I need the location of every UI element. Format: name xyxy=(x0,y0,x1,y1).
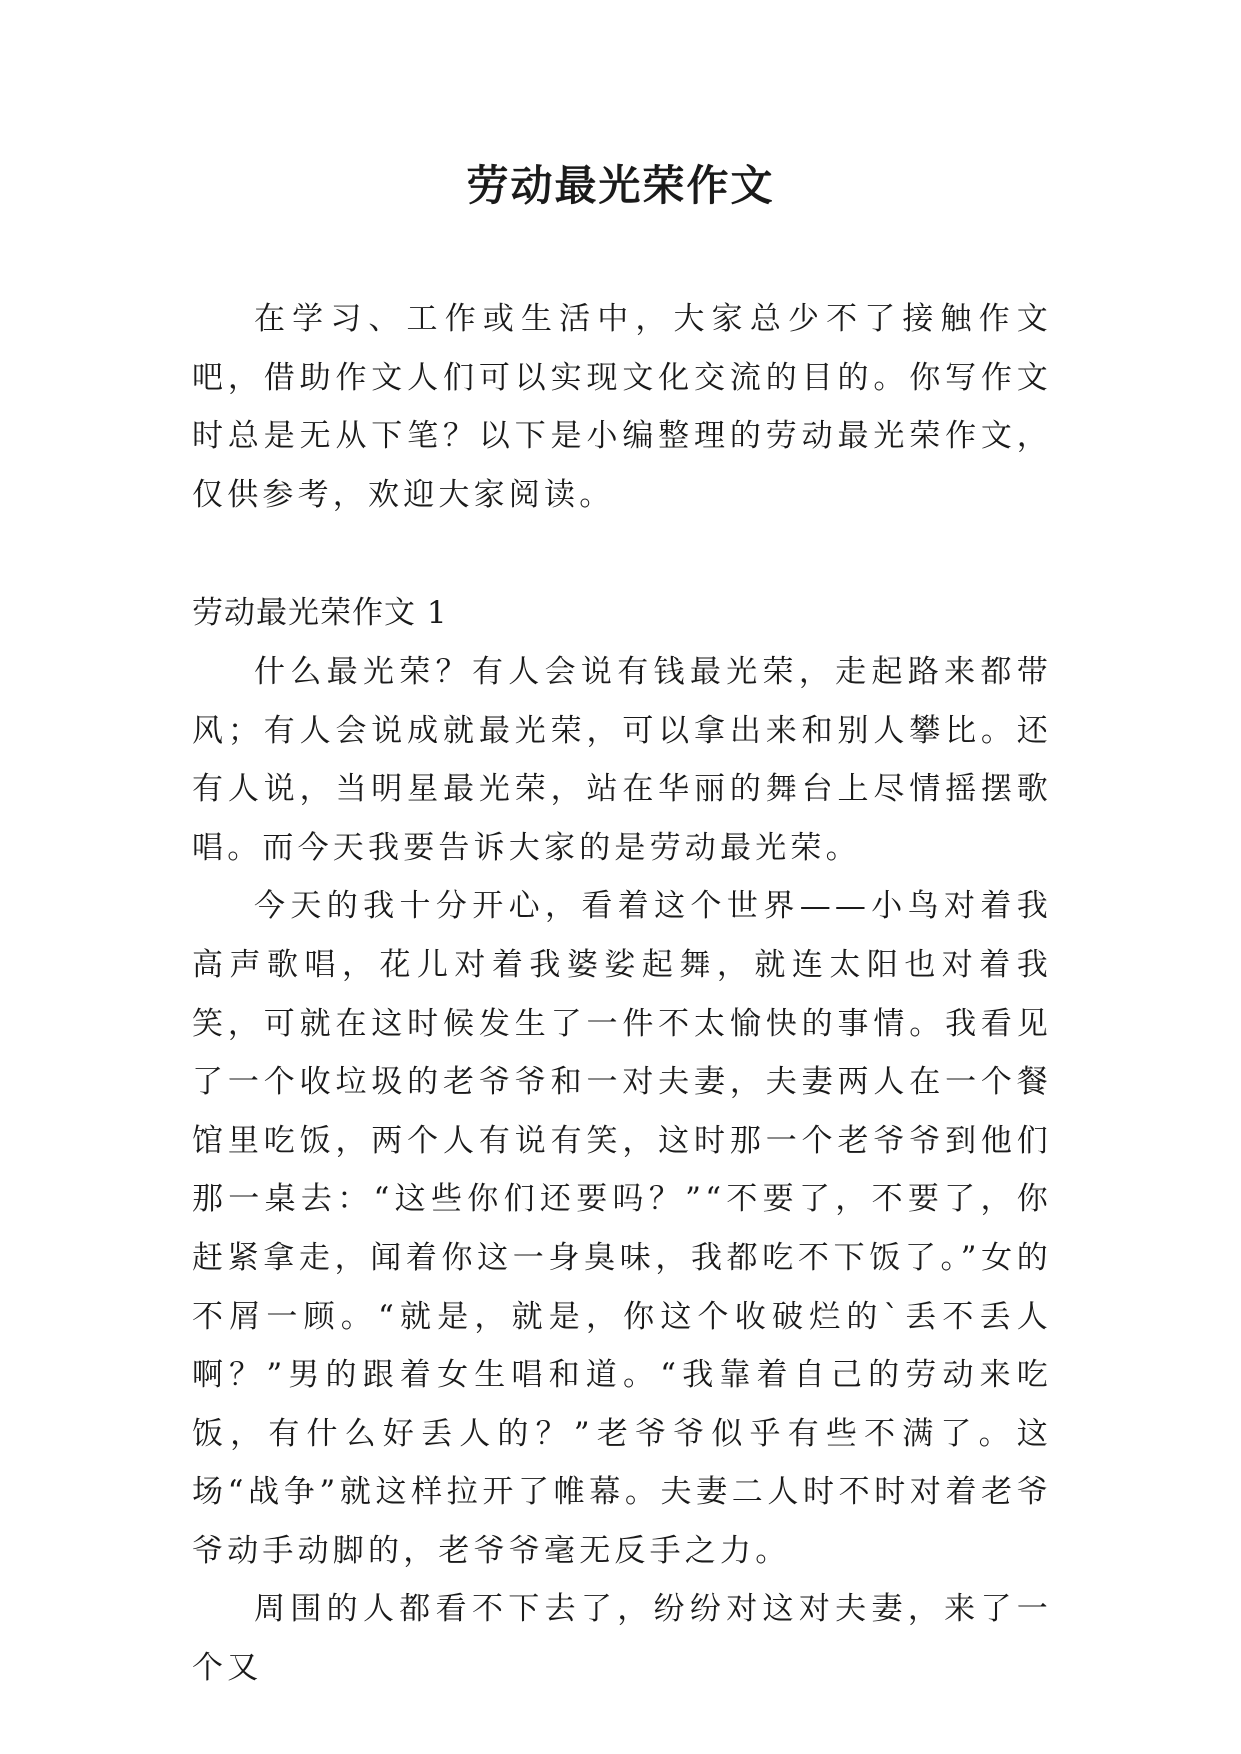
body-paragraph-3: 周围的人都看不下去了，纷纷对这对夫妻，来了一个又 xyxy=(192,1591,1052,1687)
spacer xyxy=(192,524,1052,584)
document-title: 劳动最光荣作文 xyxy=(466,161,775,210)
document-body xyxy=(192,290,1052,1698)
body-paragraph-1: 什么最光荣？有人会说有钱最光荣，走起路来都带风；有人会说成就最光荣，可以拿出来和别人攀比。还有人说，当明星最光荣，站在华丽的舞台上尽情摇摆歌唱。而今天我要告诉大家的是劳动最光荣。 xyxy=(192,653,1052,866)
body-paragraph-2: 今天的我十分开心，看着这个世界——小鸟对着我高声歌唱，花儿对着我婆娑起舞，就连太阳也对着我笑，可就在这时候发生了一件不太愉快的事情。我看见了一个收垃圾的老爷爷和一对夫妻，夫妻两人在一个餐馆里吃饭，两个人有说有笑，这时那一个老爷爷到他们那一桌去：“这些你们还要吗？”“不要了，不要了，你赶紧拿走，闻着你这一身臭味，我都吃不下饭了。”女的不屑一顾。“就是，就是，你这个收破烂的`丢不丢人啊？”男的跟着女生唱和道。“我靠着自己的劳动来吃饭，有什么好丢人的？”老爷爷似乎有些不满了。这场“战争”就这样拉开了帷幕。夫妻二人时不时对着老爷爷动手动脚的，老爷爷毫无反手之力。 xyxy=(192,888,1052,1569)
section-heading: 劳动最光荣作文 1 xyxy=(192,595,448,632)
intro-paragraph: 在学习、工作或生活中，大家总少不了接触作文吧，借助作文人们可以实现文化交流的目的。你写作文时总是无从下笔？以下是小编整理的劳动最光荣作文，仅供参考，欢迎大家阅读。 xyxy=(192,301,1052,513)
